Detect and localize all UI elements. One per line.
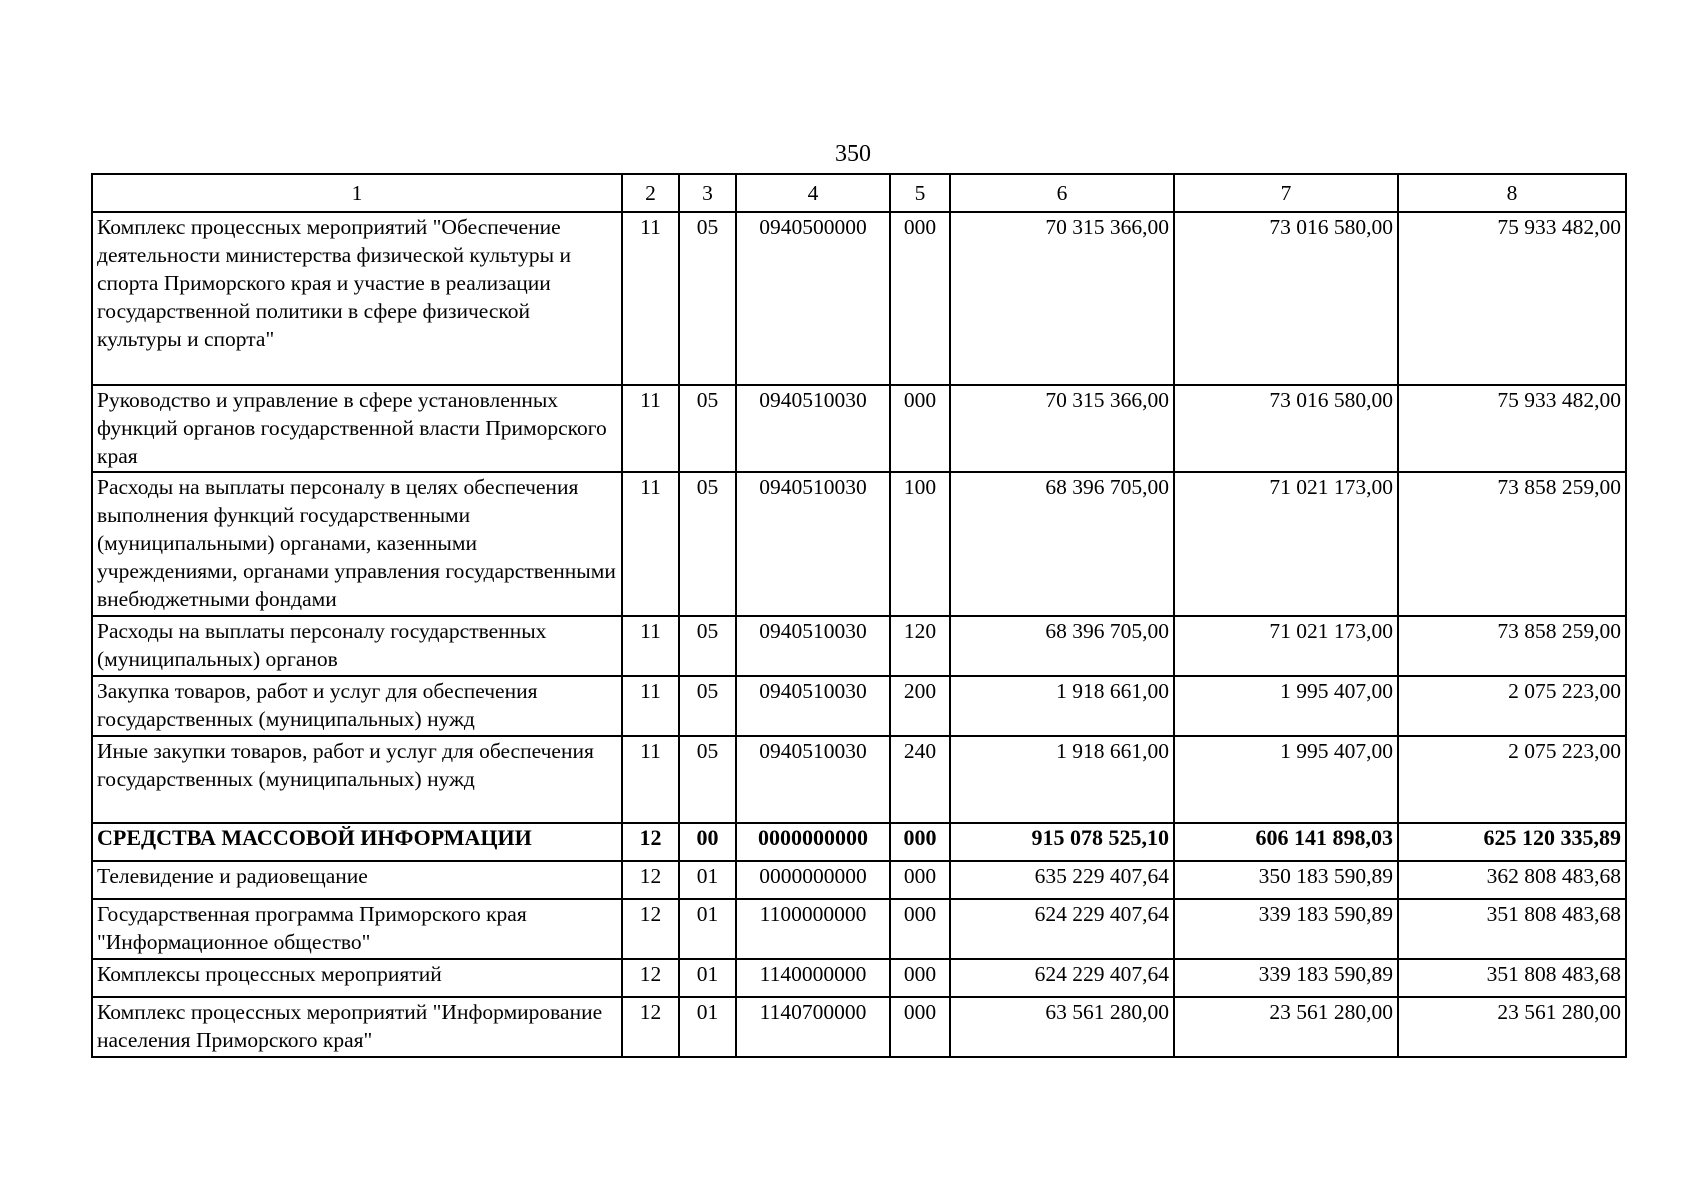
row-expense-type: 200 (890, 676, 950, 736)
row-value-6: 68 396 705,00 (950, 616, 1174, 676)
row-target-article: 0940510030 (736, 616, 890, 676)
row-expense-type: 000 (890, 385, 950, 472)
row-expense-type: 120 (890, 616, 950, 676)
row-name: Расходы на выплаты персоналу государственных (муниципальных) органов (92, 616, 622, 676)
row-value-6: 1 918 661,00 (950, 676, 1174, 736)
row-section: 11 (622, 676, 679, 736)
row-value-6: 915 078 525,10 (950, 823, 1174, 861)
row-value-6: 68 396 705,00 (950, 472, 1174, 616)
table-row (92, 736, 1626, 823)
table-row-section (92, 823, 1626, 861)
row-value-6: 1 918 661,00 (950, 736, 1174, 823)
row-value-7: 606 141 898,03 (1174, 823, 1398, 861)
row-value-7: 73 016 580,00 (1174, 385, 1398, 472)
table-row (92, 472, 1626, 616)
row-section: 11 (622, 736, 679, 823)
table-row (92, 997, 1626, 1057)
row-value-7: 71 021 173,00 (1174, 616, 1398, 676)
row-target-article: 0000000000 (736, 823, 890, 861)
row-target-article: 0940510030 (736, 676, 890, 736)
row-subsection: 05 (679, 616, 736, 676)
row-value-6: 635 229 407,64 (950, 861, 1174, 899)
row-name: Комплекс процессных мероприятий "Обеспечение деятельности министерства физической культуры и спорта Приморского края и участие в реализации государственной политики в сфере физической культуры и спорта" (92, 212, 622, 385)
table-row (92, 676, 1626, 736)
row-subsection: 01 (679, 861, 736, 899)
row-subsection: 05 (679, 676, 736, 736)
row-section: 11 (622, 616, 679, 676)
row-value-7: 1 995 407,00 (1174, 736, 1398, 823)
row-name: Комплекс процессных мероприятий "Информирование населения Приморского края" (92, 997, 622, 1057)
row-section: 11 (622, 212, 679, 385)
header-cell: 6 (950, 174, 1174, 212)
row-name: Закупка товаров, работ и услуг для обеспечения государственных (муниципальных) нужд (92, 676, 622, 736)
row-value-8: 75 933 482,00 (1398, 212, 1626, 385)
row-expense-type: 100 (890, 472, 950, 616)
row-target-article: 1140000000 (736, 959, 890, 997)
row-target-article: 1100000000 (736, 899, 890, 959)
row-subsection: 05 (679, 212, 736, 385)
header-cell: 2 (622, 174, 679, 212)
header-cell: 7 (1174, 174, 1398, 212)
row-subsection: 01 (679, 959, 736, 997)
row-value-6: 624 229 407,64 (950, 959, 1174, 997)
table-row (92, 899, 1626, 959)
row-name: Телевидение и радиовещание (92, 861, 622, 899)
row-value-7: 23 561 280,00 (1174, 997, 1398, 1057)
row-value-6: 70 315 366,00 (950, 212, 1174, 385)
row-subsection: 05 (679, 472, 736, 616)
row-value-8: 73 858 259,00 (1398, 472, 1626, 616)
row-expense-type: 000 (890, 959, 950, 997)
row-value-7: 71 021 173,00 (1174, 472, 1398, 616)
row-target-article: 0000000000 (736, 861, 890, 899)
row-expense-type: 000 (890, 997, 950, 1057)
page-number: 350 (835, 141, 871, 167)
row-name: Расходы на выплаты персоналу в целях обеспечения выполнения функций государственными (муниципальными) органами, казенными учреждениями, органами управления государственными внебюджетными фондами (92, 472, 622, 616)
table-row (92, 212, 1626, 385)
row-value-8: 73 858 259,00 (1398, 616, 1626, 676)
row-value-6: 63 561 280,00 (950, 997, 1174, 1057)
row-target-article: 0940510030 (736, 736, 890, 823)
row-value-8: 2 075 223,00 (1398, 676, 1626, 736)
table-row (92, 959, 1626, 997)
header-cell: 3 (679, 174, 736, 212)
row-name: СРЕДСТВА МАССОВОЙ ИНФОРМАЦИИ (92, 823, 622, 861)
row-value-8: 75 933 482,00 (1398, 385, 1626, 472)
row-subsection: 05 (679, 385, 736, 472)
row-value-6: 70 315 366,00 (950, 385, 1174, 472)
header-row (92, 174, 1626, 212)
table-row (92, 616, 1626, 676)
row-target-article: 0940510030 (736, 385, 890, 472)
row-target-article: 0940510030 (736, 472, 890, 616)
table-row (92, 385, 1626, 472)
row-subsection: 01 (679, 997, 736, 1057)
row-name: Руководство и управление в сфере установленных функций органов государственной власти Приморского края (92, 385, 622, 472)
row-value-7: 73 016 580,00 (1174, 212, 1398, 385)
row-section: 11 (622, 472, 679, 616)
row-expense-type: 000 (890, 212, 950, 385)
row-name: Комплексы процессных мероприятий (92, 959, 622, 997)
row-value-8: 23 561 280,00 (1398, 997, 1626, 1057)
row-section: 11 (622, 385, 679, 472)
row-value-7: 339 183 590,89 (1174, 959, 1398, 997)
row-section: 12 (622, 861, 679, 899)
row-value-8: 625 120 335,89 (1398, 823, 1626, 861)
row-subsection: 05 (679, 736, 736, 823)
row-section: 12 (622, 959, 679, 997)
row-target-article: 1140700000 (736, 997, 890, 1057)
row-value-8: 362 808 483,68 (1398, 861, 1626, 899)
table-row (92, 861, 1626, 899)
row-expense-type: 000 (890, 861, 950, 899)
row-section: 12 (622, 899, 679, 959)
header-cell: 4 (736, 174, 890, 212)
row-name: Иные закупки товаров, работ и услуг для обеспечения государственных (муниципальных) нужд (92, 736, 622, 823)
row-expense-type: 000 (890, 823, 950, 861)
row-expense-type: 240 (890, 736, 950, 823)
row-value-6: 624 229 407,64 (950, 899, 1174, 959)
row-subsection: 01 (679, 899, 736, 959)
row-value-7: 350 183 590,89 (1174, 861, 1398, 899)
row-value-8: 351 808 483,68 (1398, 959, 1626, 997)
budget-table (91, 173, 1627, 1058)
header-cell: 5 (890, 174, 950, 212)
row-subsection: 00 (679, 823, 736, 861)
row-value-8: 2 075 223,00 (1398, 736, 1626, 823)
row-value-7: 339 183 590,89 (1174, 899, 1398, 959)
row-section: 12 (622, 823, 679, 861)
row-expense-type: 000 (890, 899, 950, 959)
header-cell: 1 (92, 174, 622, 212)
header-cell: 8 (1398, 174, 1626, 212)
row-value-8: 351 808 483,68 (1398, 899, 1626, 959)
row-name: Государственная программа Приморского края "Информационное общество" (92, 899, 622, 959)
row-target-article: 0940500000 (736, 212, 890, 385)
row-section: 12 (622, 997, 679, 1057)
row-value-7: 1 995 407,00 (1174, 676, 1398, 736)
